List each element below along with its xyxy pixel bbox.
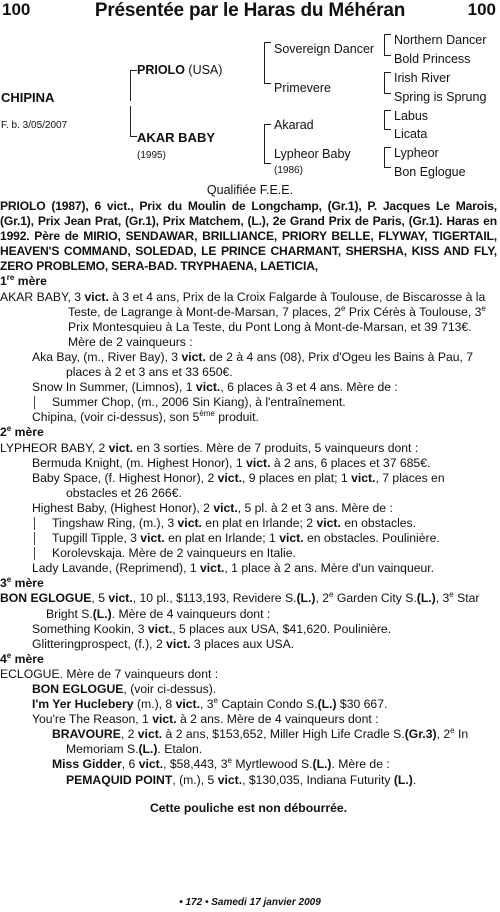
grandsire-4: Lypheor Baby — [274, 147, 351, 161]
ggs-5: Labus — [394, 109, 429, 123]
bracket-sire-parents — [264, 42, 271, 84]
bracket-dam-parents — [264, 124, 271, 164]
entry-aka-bay: Aka Bay, (m., River Bay), 3 vict. de 2 à 4 ans (08), Prix d'Ogeu les Bains à Pau, 7 places à 2 et 3 ans et 33 650€. — [32, 349, 474, 380]
entry-eclogue: ECLOGUE. Mère de 7 vainqueurs dont : — [0, 666, 219, 681]
entry-lypheor-baby: LYPHEOR BABY, 2 vict. en 3 sorties. Mère de 7 produits, 5 vainqueurs dont : — [0, 440, 419, 455]
entry-korolevskaja: Korolevskaja. Mère de 2 vainqueurs en Italie. — [0, 546, 497, 561]
entry-highest-baby: Highest Baby, (Highest Honor), 2 vict., 5 pl. à 2 et 3 ans. Mère de : — [32, 500, 393, 515]
entry-miss-gidder: Miss Gidder, 6 vict., $58,443, 3e Myrtlewood S.(L.). Mère de : — [52, 756, 390, 772]
bracket-ggs-3 — [384, 110, 391, 130]
section-2e-mere: 2e mère — [0, 424, 44, 440]
ggs-4: Spring is Sprung — [394, 90, 487, 104]
grandsire-3: Akarad — [274, 118, 314, 132]
sire-paragraph: PRIOLO (1987), 6 vict., Prix du Moulin de Longchamp, (Gr.1), P. Jacques Le Marois, (Gr.1), Prix Jean Prat, (Gr.1), Prix Matchem, (L.), 2e Grand Prix de Paris, (Gr.1). Haras en 1992. Père de MIRIO, SENDAWAR, BRILLIANCE, PRIORY BELLE, FLYWAY, TIGERTAIL, HEAVEN'S COMMAND, SOLEDAD, LE PRINCE CHARMANT, SHERSHA, KISS AND FLY, ZERO PROBLEMO, SERA-BAD. TRYPHAENA, LAETICIA, — [0, 199, 497, 274]
final-note: Cette pouliche est non débourrée. — [149, 800, 348, 815]
entry-bon-eglogue-ref: BON EGLOGUE, (voir ci-dessus). — [32, 682, 217, 696]
section-4e-mere: 4e mère — [0, 650, 44, 666]
bracket-ggs-4 — [384, 147, 391, 168]
bracket-ggs-2 — [384, 72, 391, 94]
bracket-ggs-1 — [384, 34, 391, 56]
qualification-note: Qualifiée F.E.E. — [206, 183, 294, 197]
bracket-dam — [130, 106, 137, 137]
section-1re-mere: 1re mère — [0, 273, 47, 289]
entry-summer-chop: Summer Chop, (m., 2006 Sin Kiang), à l'entraînement. — [0, 395, 497, 410]
page-number-left: 100 — [2, 0, 31, 19]
entry-baby-space: Baby Space, (f. Highest Honor), 2 vict., 9 places en plat; 1 vict., 7 places en obstacles et 26 266€. — [32, 470, 445, 500]
entry-glitteringprospect: Glitteringprospect, (f.), 2 vict. 3 places aux USA. — [32, 636, 295, 651]
entry-tupgill-tipple: Tupgill Tipple, 3 vict. en plat en Irlande; 1 vict. en obstacles. Poulinière. — [0, 531, 497, 546]
page-footer: • 172 • Samedi 17 janvier 2009 — [179, 897, 321, 908]
grandsire-2: Primevere — [274, 81, 331, 95]
grandsire-4-year: (1986) — [274, 165, 303, 176]
ggs-7: Lypheor — [394, 146, 439, 160]
entry-youre-the-reason: You're The Reason, 1 vict. à 2 ans. Mère de 4 vainqueurs dont : — [32, 712, 379, 727]
entry-tingshaw-ring: Tingshaw Ring, (m.), 3 vict. en plat en Irlande; 2 vict. en obstacles. — [0, 516, 497, 531]
entry-pemaquid-point: PEMAQUID POINT, (m.), 5 vict., $130,035, Indiana Futurity (L.). — [66, 772, 417, 787]
entry-lady-lavande: Lady Lavande, (Reprimend), 1 vict., 1 place à 2 ans. Mère d'un vainqueur. — [32, 561, 435, 576]
bracket-sire — [130, 70, 137, 101]
page-number-right: 100 — [467, 0, 496, 19]
entry-bon-eglogue: BON EGLOGUE, 5 vict., 10 pl., $113,193, Revidere S.(L.), 2e Garden City S.(L.), 3e Star Bright S.(L.). Mère de 4 vainqueurs dont : — [0, 590, 480, 621]
ggs-8: Bon Eglogue — [394, 165, 466, 179]
sire-name: PRIOLO (USA) — [137, 63, 223, 77]
horse-info: F. b. 3/05/2007 — [1, 120, 68, 131]
horse-name: CHIPINA — [1, 90, 55, 105]
ggs-2: Bold Princess — [394, 52, 471, 66]
ggs-6: Licata — [394, 127, 428, 141]
page-header — [0, 0, 500, 22]
section-3e-mere: 3e mère — [0, 575, 44, 591]
entry-bravoure: BRAVOURE, 2 vict. à 2 ans, $153,652, Miller High Life Cradle S.(Gr.3), 2e In Memoriam S.(L.). Etalon. — [52, 726, 469, 757]
entry-akar-baby: AKAR BABY, 3 vict. à 3 et 4 ans, Prix de la Croix Falgarde à Toulouse, de Biscarosse à la Teste, de Lagrange à Mont-de-Marsan, 7 places, 2e Prix Cérès à Toulouse, 3e Prix Montesquieu à La Teste, du Pont Long à Mont-de-Marsan, et 39 713€. Mère de 2 vainqueurs : — [0, 289, 486, 349]
ggs-1: Northern Dancer — [394, 33, 487, 47]
entry-bermuda-knight: Bermuda Knight, (m. Highest Honor), 1 vict. à 2 ans, 6 places et 37 685€. — [32, 455, 431, 470]
pedigree-chart — [0, 30, 500, 182]
body-text — [0, 199, 497, 816]
entry-huclebery: I'm Yer Huclebery (m.), 8 vict., 3e Captain Condo S.(L.) $30 667. — [32, 696, 388, 712]
grandsire-1: Sovereign Dancer — [274, 42, 375, 56]
ggs-3: Irish River — [394, 71, 451, 85]
dam-year: (1995) — [137, 150, 166, 161]
dam-name: AKAR BABY — [137, 130, 215, 145]
page-title: Présentée par le Haras du Méhéran — [94, 0, 406, 21]
entry-something-kookin: Something Kookin, 3 vict., 5 places aux USA, $41,620. Poulinière. — [32, 621, 392, 636]
entry-snow-in-summer: Snow In Summer, (Limnos), 1 vict., 6 places à 3 et 4 ans. Mère de : — [32, 380, 398, 395]
entry-chipina: Chipina, (voir ci-dessus), son 5ème produit. — [32, 409, 259, 425]
